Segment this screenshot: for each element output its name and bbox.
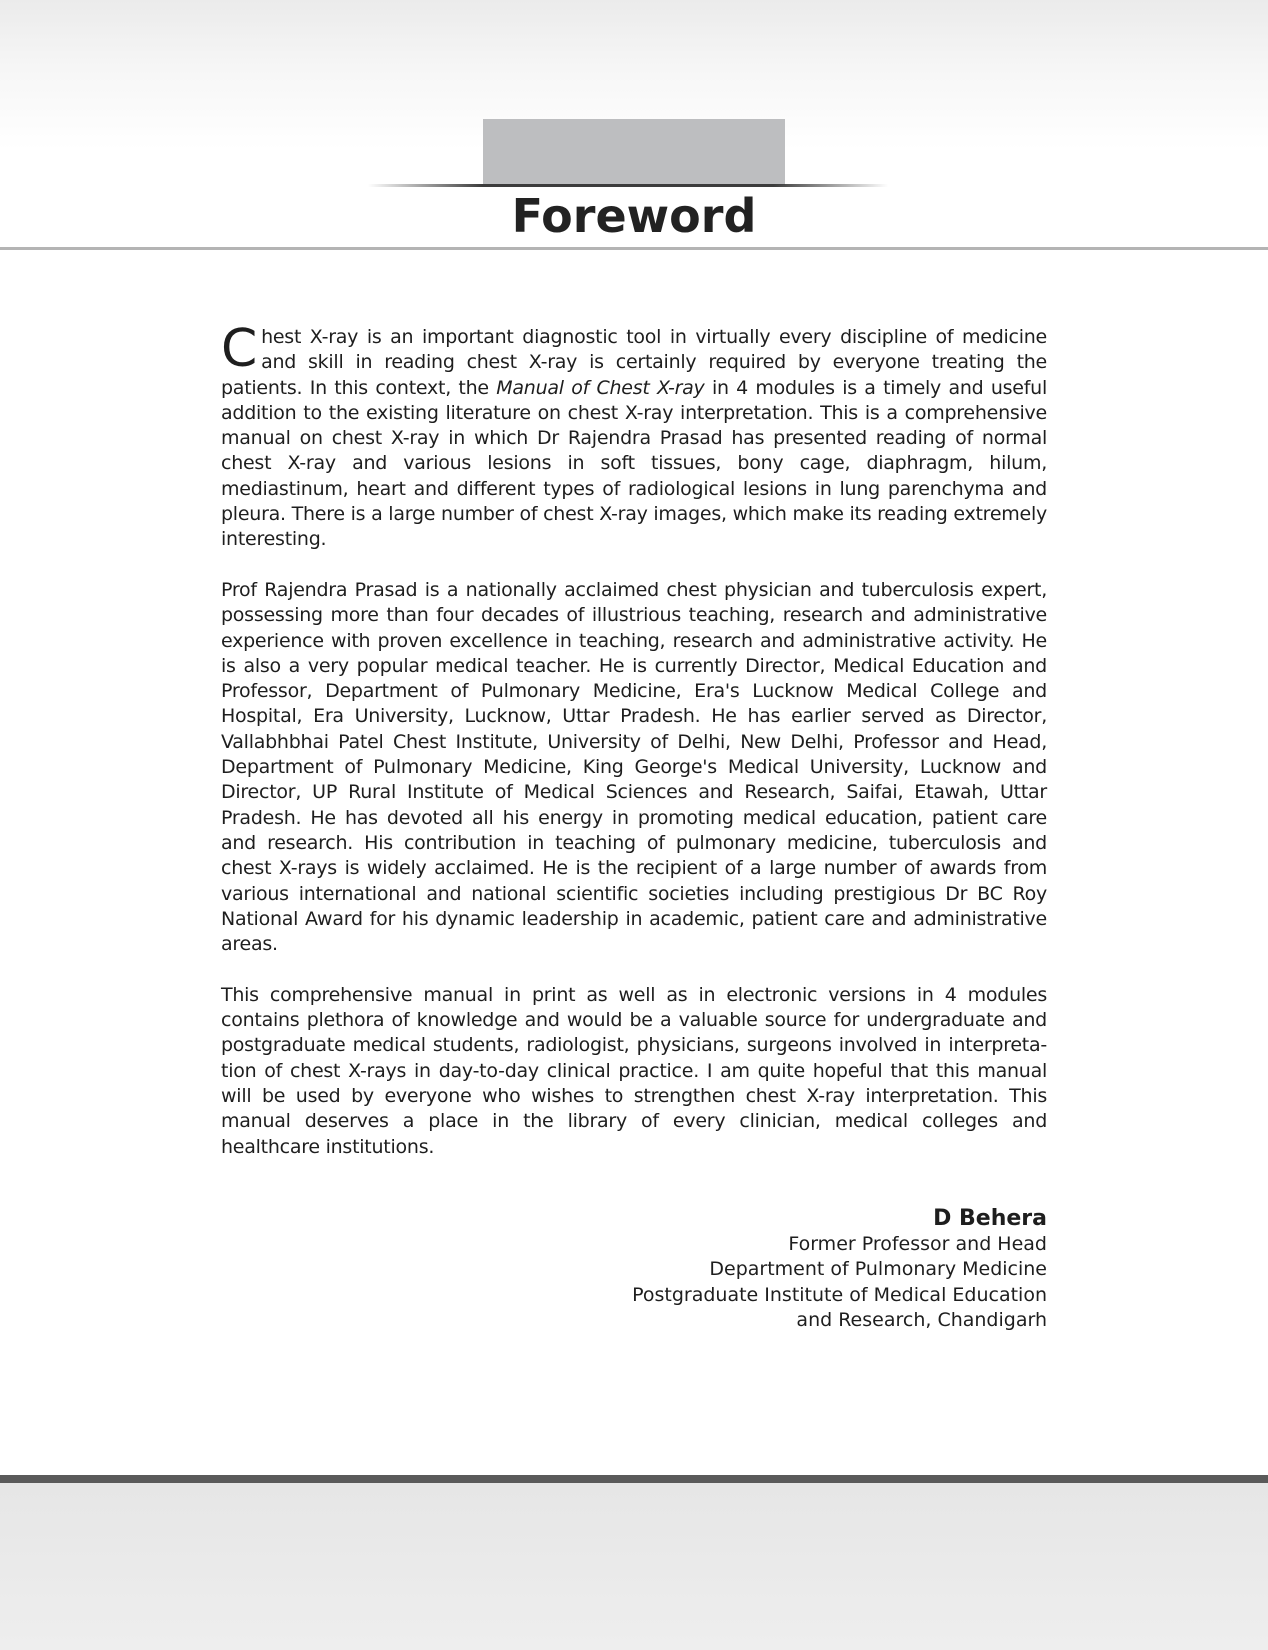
footer-background — [0, 1483, 1268, 1650]
signature-name: D Behera — [933, 1206, 1047, 1231]
footer-rule — [0, 1475, 1268, 1483]
signature-institute: Postgraduate Institute of Medical Education — [632, 1283, 1047, 1306]
paragraph-1-text-start: hest X-ray is an important diagnostic tool in virtually every discipline of medicine and skill in reading chest X-ray is certainly required by everyone treating the patients. In this context, the — [221, 326, 1047, 399]
paragraph-2: Prof Rajendra Prasad is a nationally acclaimed chest physician and tuberculosis expert, possessing more than four decades of illustrious teaching, research and administrative experience with proven excellence in teaching, research and administrative activity. He is also a very popular medical teacher. He is currently Director, Medical Education and Professor, Department of Pulmonary Medicine, Era's Lucknow Medical College and Hospital, Era University, Lucknow, Uttar Pradesh. He has earlier served as Director, Vallabhbhai Patel Chest Institute, University of Delhi, New Delhi, Professor and Head, Department of Pulmonary Medicine, King George's Medical University, Lucknow and Director, UP Rural Institute of Medical Sciences and Research, Saifai, Etawah, Uttar Pradesh. He has devoted all his energy in promoting medical education, patient care and research. His contribution in teaching of pulmonary medicine, tuberculosis and chest X-rays is widely acclaimed. He is the recipient of a large number of awards from various international and national scientific societies including prestigious Dr BC Roy National Award for his dynamic leadership in academic, patient care and administrative areas. — [221, 578, 1047, 956]
foreword-body — [221, 319, 1047, 1185]
title-rule-bottom — [0, 247, 1268, 250]
paragraph-1 — [221, 319, 1047, 553]
drop-cap: C — [221, 319, 258, 379]
paragraph-1-text-end: in 4 modules is a timely and useful addition to the existing literature on chest X-ray interpretation. This is a comprehensive manual on chest X-ray in which Dr Rajendra Prasad has presented reading of normal chest X-ray and various lesions in soft tissues, bony cage, diaphragm, hilum, mediastinum, heart and different types of radiological lesions in lung parenchyma and pleura. There is a large number of chest X-ray images, which make its reading extremely interesting. — [221, 376, 1047, 551]
book-title-italic: Manual of Chest X-ray — [496, 376, 705, 399]
page-title: Foreword — [511, 189, 757, 243]
signature-title: Former Professor and Head — [788, 1233, 1047, 1255]
signature-department: Department of Pulmonary Medicine — [709, 1258, 1047, 1281]
paragraph-3: This comprehensive manual in print as well as in electronic versions in 4 modules contains plethora of knowledge and would be a valuable source for undergraduate and postgraduate medical students, radiologist, physicians, surgeons involved in interpreta-tion of chest X-rays in day-to-day clinical practice. I am quite hopeful that this manual will be used by everyone who wishes to strengthen chest X-ray interpretation. This manual deserves a place in the library of every clinician, medical colleges and healthcare institutions. — [221, 983, 1047, 1158]
title-tab-decoration — [483, 119, 785, 185]
signature-block — [632, 1204, 1047, 1333]
signature-location: and Research, Chandigarh — [796, 1308, 1047, 1331]
title-rule-top — [368, 184, 888, 187]
